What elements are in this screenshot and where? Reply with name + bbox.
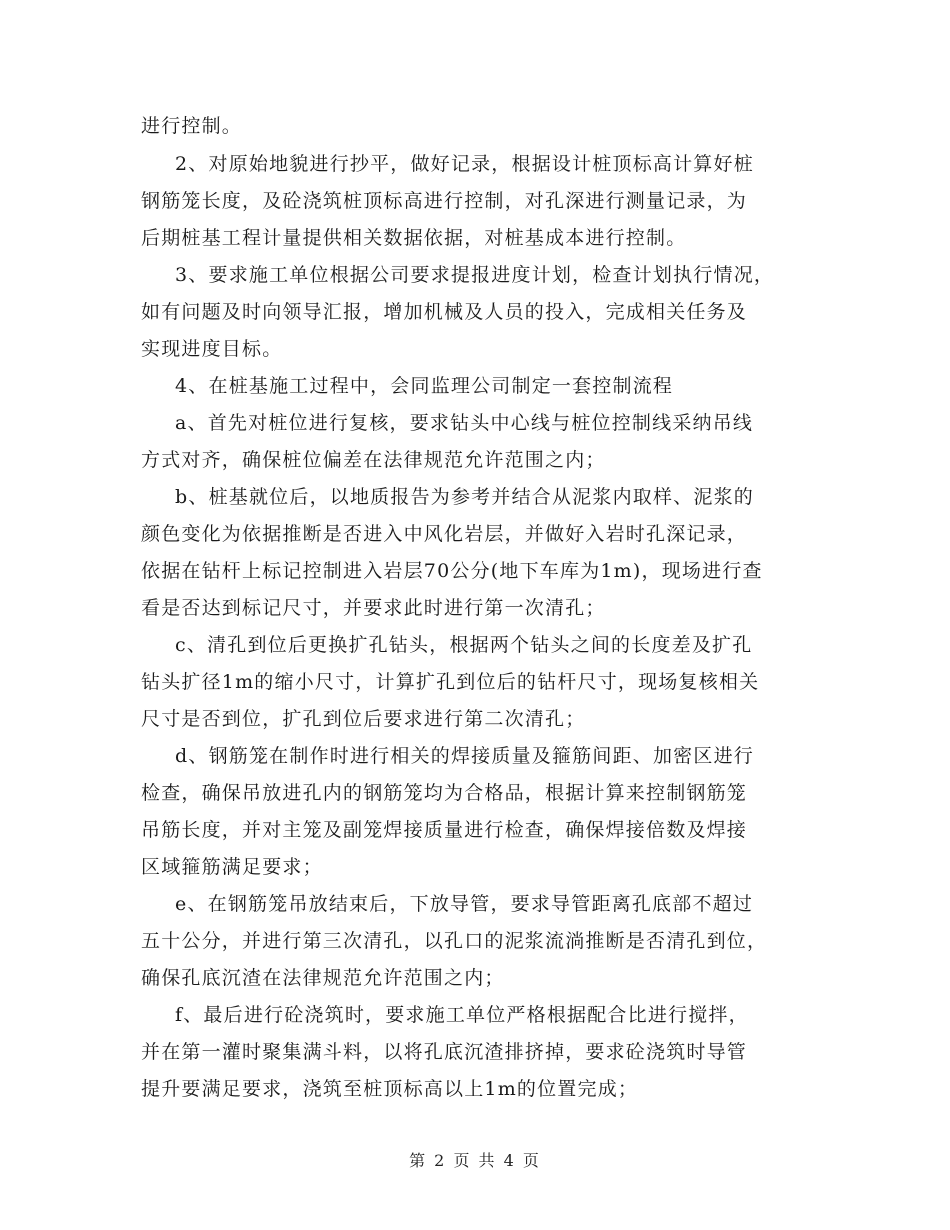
paragraph-line: a、首先对桩位进行复核，要求钻头中心线与桩位控制线采纳吊线 bbox=[175, 412, 754, 434]
paragraph-line: b、桩基就位后，以地质报告为参考并结合从泥浆内取样、泥浆的 bbox=[175, 486, 754, 508]
paragraph-line: e、在钢筋笼吊放结束后，下放导管，要求导管距离孔底部不超过 bbox=[175, 893, 754, 915]
paragraph-line: 确保孔底沉渣在法律规范允许范围之内； bbox=[141, 967, 505, 989]
paragraph-line: f、最后进行砼浇筑时，要求施工单位严格根据配合比进行搅拌， bbox=[175, 1004, 749, 1026]
paragraph-line: 钻头扩径1m的缩小尺寸，计算扩孔到位后的钻杆尺寸，现场复核相关 bbox=[141, 671, 760, 693]
paragraph-line: 后期桩基工程计量提供相关数据依据，对桩基成本进行控制。 bbox=[141, 227, 687, 249]
paragraph-line: c、清孔到位后更换扩孔钻头，根据两个钻头之间的长度差及扩孔 bbox=[175, 634, 753, 656]
paragraph-line: 颜色变化为依据推断是否进入中风化岩层，并做好入岩时孔深记录， bbox=[141, 523, 748, 545]
paragraph-line: 钢筋笼长度，及砼浇筑桩顶标高进行控制，对孔深进行测量记录，为 bbox=[141, 190, 748, 212]
paragraph-line: 依据在钻杆上标记控制进入岩层70公分(地下车库为1m)，现场进行查 bbox=[141, 560, 763, 582]
paragraph-line: 如有问题及时向领导汇报，增加机械及人员的投入，完成相关任务及 bbox=[141, 301, 748, 323]
paragraph-line: 吊筋长度，并对主笼及副笼焊接质量进行检查，确保焊接倍数及焊接 bbox=[141, 819, 748, 841]
paragraph-line: 3、要求施工单位根据公司要求提报进度计划，检查计划执行情况， bbox=[175, 264, 775, 286]
paragraph-line: 2、对原始地貌进行抄平，做好记录，根据设计桩顶标高计算好桩 bbox=[175, 153, 754, 175]
paragraph-line: 提升要满足要求，浇筑至桩顶标高以上1m的位置完成； bbox=[141, 1078, 639, 1100]
paragraph-line: 进行控制。 bbox=[141, 115, 243, 137]
paragraph-line: 区域箍筋满足要求； bbox=[141, 856, 323, 878]
page-number-footer: 第 2 页 共 4 页 bbox=[409, 1151, 541, 1170]
paragraph-line: 看是否达到标记尺寸，并要求此时进行第一次清孔； bbox=[141, 597, 606, 619]
paragraph-line: d、钢筋笼在制作时进行相关的焊接质量及箍筋间距、加密区进行 bbox=[175, 745, 754, 767]
paragraph-line: 尺寸是否到位，扩孔到位后要求进行第二次清孔； bbox=[141, 708, 586, 730]
paragraph-line: 五十公分，并进行第三次清孔，以孔口的泥浆流淌推断是否清孔到位， bbox=[141, 930, 768, 952]
paragraph-line: 方式对齐，确保桩位偏差在法律规范允许范围之内； bbox=[141, 449, 606, 471]
paragraph-line: 并在第一灌时聚集满斗料，以将孔底沉渣排挤掉，要求砼浇筑时导管 bbox=[141, 1041, 748, 1063]
paragraph-line: 实现进度目标。 bbox=[141, 338, 283, 360]
paragraph-line: 4、在桩基施工过程中，会同监理公司制定一套控制流程 bbox=[175, 375, 674, 397]
paragraph-line: 检查，确保吊放进孔内的钢筋笼均为合格品，根据计算来控制钢筋笼 bbox=[141, 782, 748, 804]
